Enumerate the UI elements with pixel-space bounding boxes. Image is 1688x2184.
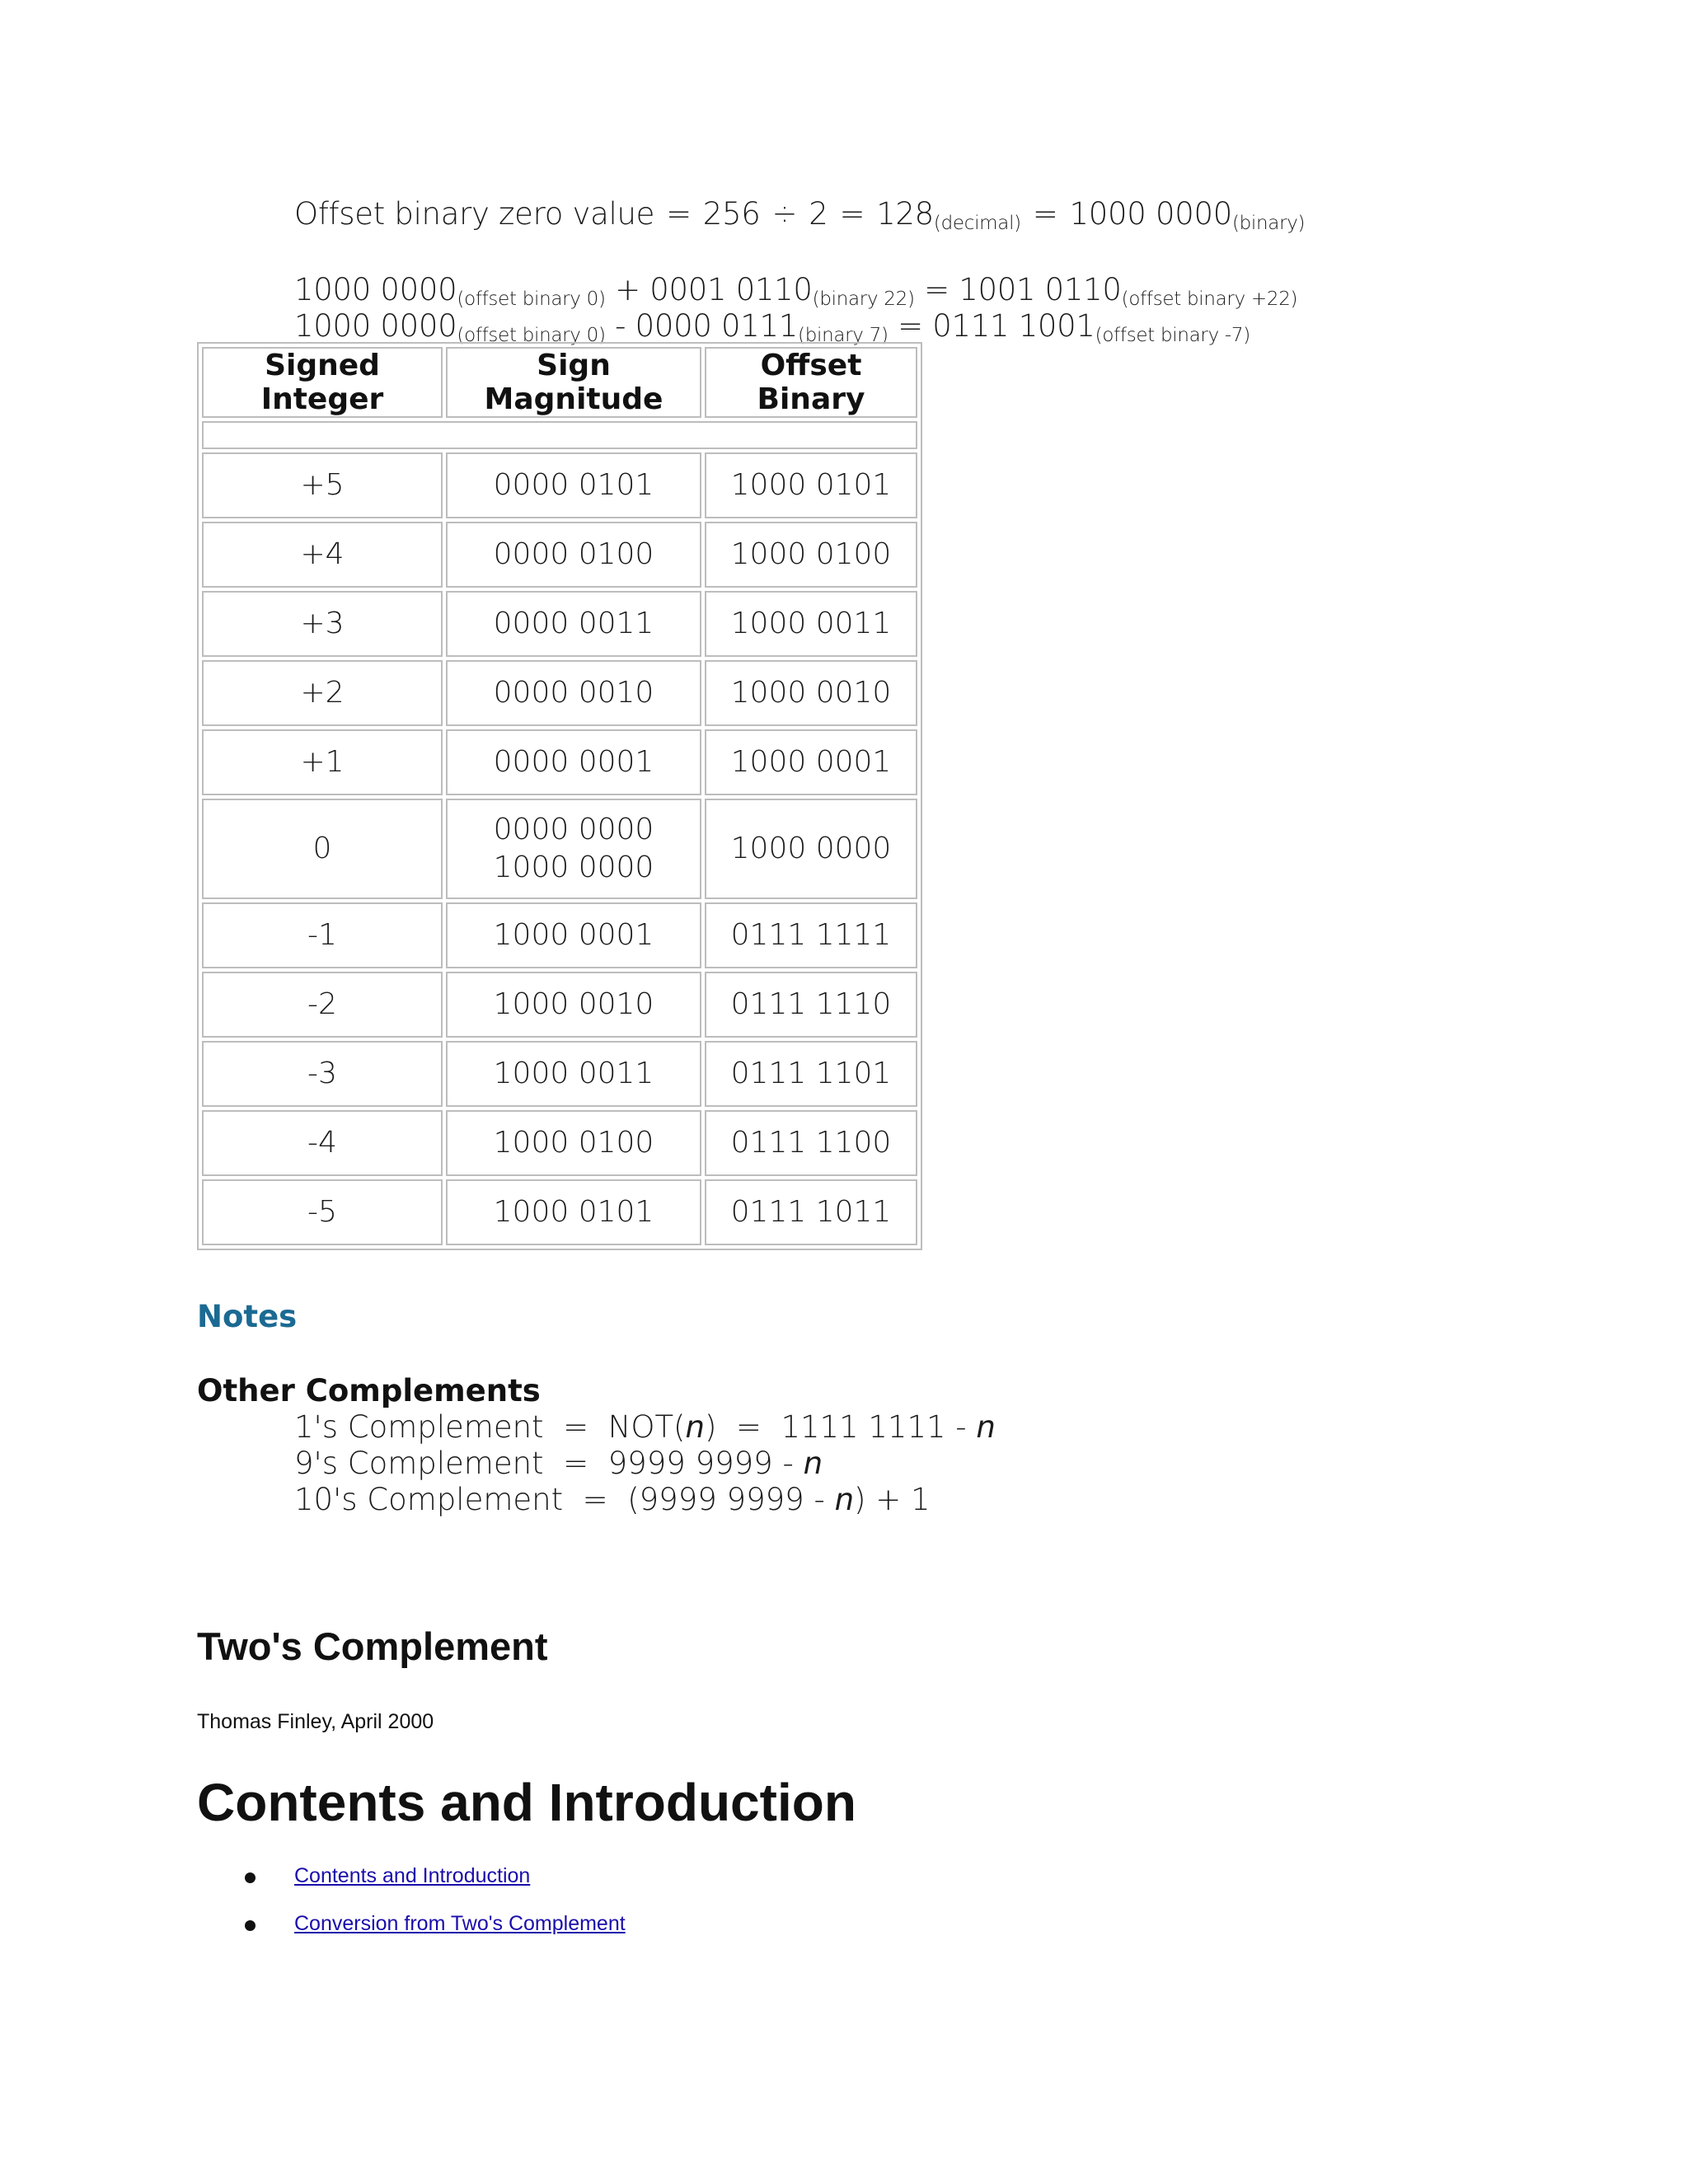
divide-sign: ÷ <box>771 196 798 232</box>
cell-signed-integer: 0 <box>202 799 443 899</box>
cell-sign-magnitude: 1000 0010 <box>446 972 701 1038</box>
formula-result: = 0111 1001 <box>898 308 1095 344</box>
bullet-icon <box>245 1920 256 1931</box>
formula-label: Offset binary zero value <box>294 196 655 232</box>
cell-offset-binary: 0111 1111 <box>705 902 917 968</box>
formula-number: 128 <box>876 196 934 232</box>
tens-complement-formula <box>294 1482 931 1517</box>
cell-sign-magnitude: 0000 0011 <box>446 591 701 657</box>
notes-heading: Notes <box>197 1299 298 1334</box>
formula-text: (9999 9999 - <box>627 1482 835 1517</box>
formula-text: 9999 9999 - <box>607 1446 804 1481</box>
cell-offset-binary: 0111 1011 <box>705 1179 917 1245</box>
variable-n: n <box>834 1482 855 1517</box>
formula-subscript: (offset binary -7) <box>1095 325 1250 346</box>
other-complements-heading: Other Complements <box>197 1373 541 1408</box>
variable-n: n <box>803 1446 823 1481</box>
cell-sign-magnitude: 1000 0001 <box>446 902 701 968</box>
list-item <box>197 1912 626 1960</box>
cell-sign-magnitude: 1000 0101 <box>446 1179 701 1245</box>
table-row <box>202 972 917 1038</box>
cell-offset-binary: 0111 1110 <box>705 972 917 1038</box>
formula-subscript: (offset binary +22) <box>1121 288 1298 310</box>
formula-text: 1111 1111 - <box>781 1409 977 1445</box>
equals-sign: = <box>735 1409 762 1445</box>
contents-list <box>197 1864 626 1960</box>
addition-example <box>294 272 1298 310</box>
link-conversion-from-twos-complement[interactable]: Conversion from Two's Complement <box>294 1912 626 1935</box>
table-row-zero <box>202 799 917 899</box>
formula-number: 256 <box>702 196 761 232</box>
equals-sign: = <box>1032 196 1058 232</box>
cell-signed-integer: +5 <box>202 452 443 518</box>
positive-zero-value: 0000 0000 <box>493 813 654 846</box>
formula-number: 2 <box>809 196 828 232</box>
equals-sign: = <box>563 1446 589 1481</box>
header-sign-magnitude: Sign Magnitude <box>446 347 701 418</box>
ones-complement-formula <box>294 1409 996 1445</box>
formula-number: 1000 0000 <box>1069 196 1232 232</box>
formula-label: 9's Complement <box>294 1446 544 1481</box>
header-signed-integer: Signed Integer <box>202 347 443 418</box>
formula-number: 1000 0000 <box>294 308 457 344</box>
number-representation-table <box>197 342 922 1250</box>
subtraction-example <box>294 308 1250 344</box>
table-row <box>202 1041 917 1107</box>
formula-label: 10's Complement <box>294 1482 564 1517</box>
cell-sign-magnitude <box>446 799 701 899</box>
cell-sign-magnitude: 0000 0001 <box>446 729 701 795</box>
cell-offset-binary: 1000 0010 <box>705 660 917 726</box>
cell-offset-binary: 1000 0011 <box>705 591 917 657</box>
cell-signed-integer: +3 <box>202 591 443 657</box>
zero-value-formula <box>294 196 1305 232</box>
cell-offset-binary: 0111 1101 <box>705 1041 917 1107</box>
table-row <box>202 1110 917 1176</box>
table-spacer-row <box>202 421 917 449</box>
cell-signed-integer: +2 <box>202 660 443 726</box>
formula-text: ) <box>704 1409 717 1445</box>
formula-subscript: (decimal) <box>933 213 1021 234</box>
cell-sign-magnitude: 0000 0010 <box>446 660 701 726</box>
equals-sign: = <box>666 196 692 232</box>
cell-sign-magnitude: 0000 0101 <box>446 452 701 518</box>
cell-signed-integer: -1 <box>202 902 443 968</box>
cell-signed-integer: +4 <box>202 522 443 588</box>
table-row <box>202 522 917 588</box>
cell-signed-integer: -2 <box>202 972 443 1038</box>
equals-sign: = <box>563 1409 589 1445</box>
section-title: Two's Complement <box>197 1624 548 1668</box>
table-row <box>202 591 917 657</box>
formula-subscript: (offset binary 0) <box>457 288 606 310</box>
cell-sign-magnitude: 1000 0011 <box>446 1041 701 1107</box>
equals-sign: = <box>839 196 865 232</box>
formula-subscript: (binary 7) <box>798 325 889 346</box>
link-contents-and-introduction[interactable]: Contents and Introduction <box>294 1864 531 1887</box>
formula-subscript: (binary 22) <box>812 288 915 310</box>
spacer-cell <box>202 421 917 449</box>
table-row <box>202 452 917 518</box>
cell-signed-integer: -4 <box>202 1110 443 1176</box>
cell-signed-integer: -3 <box>202 1041 443 1107</box>
page-title: Contents and Introduction <box>197 1773 856 1832</box>
variable-n: n <box>685 1409 705 1445</box>
formula-operand: - 0000 0111 <box>615 308 799 344</box>
negative-zero-value: 1000 0000 <box>493 851 654 884</box>
cell-sign-magnitude: 0000 0100 <box>446 522 701 588</box>
formula-operand: + 0001 0110 <box>615 272 813 307</box>
cell-offset-binary: 1000 0001 <box>705 729 917 795</box>
author-byline: Thomas Finley, April 2000 <box>197 1710 434 1733</box>
bullet-icon <box>245 1872 256 1883</box>
cell-offset-binary: 1000 0101 <box>705 452 917 518</box>
equals-sign: = <box>582 1482 608 1517</box>
formula-subscript: (offset binary 0) <box>457 325 606 346</box>
header-offset-binary: Offset Binary <box>705 347 917 418</box>
table-row <box>202 729 917 795</box>
cell-sign-magnitude: 1000 0100 <box>446 1110 701 1176</box>
formula-text: NOT( <box>607 1409 686 1445</box>
variable-n: n <box>976 1409 996 1445</box>
table-row <box>202 660 917 726</box>
cell-signed-integer: -5 <box>202 1179 443 1245</box>
table-row <box>202 902 917 968</box>
cell-offset-binary: 1000 0100 <box>705 522 917 588</box>
formula-result: = 1001 0110 <box>924 272 1122 307</box>
formula-subscript: (binary) <box>1231 213 1306 234</box>
list-item <box>197 1864 626 1912</box>
nines-complement-formula <box>294 1446 823 1481</box>
cell-signed-integer: +1 <box>202 729 443 795</box>
formula-text: ) + 1 <box>854 1482 931 1517</box>
formula-label: 1's Complement <box>294 1409 544 1445</box>
table-header-row <box>202 347 917 418</box>
table-row <box>202 1179 917 1245</box>
cell-offset-binary: 1000 0000 <box>705 799 917 899</box>
cell-offset-binary: 0111 1100 <box>705 1110 917 1176</box>
formula-number: 1000 0000 <box>294 272 457 307</box>
